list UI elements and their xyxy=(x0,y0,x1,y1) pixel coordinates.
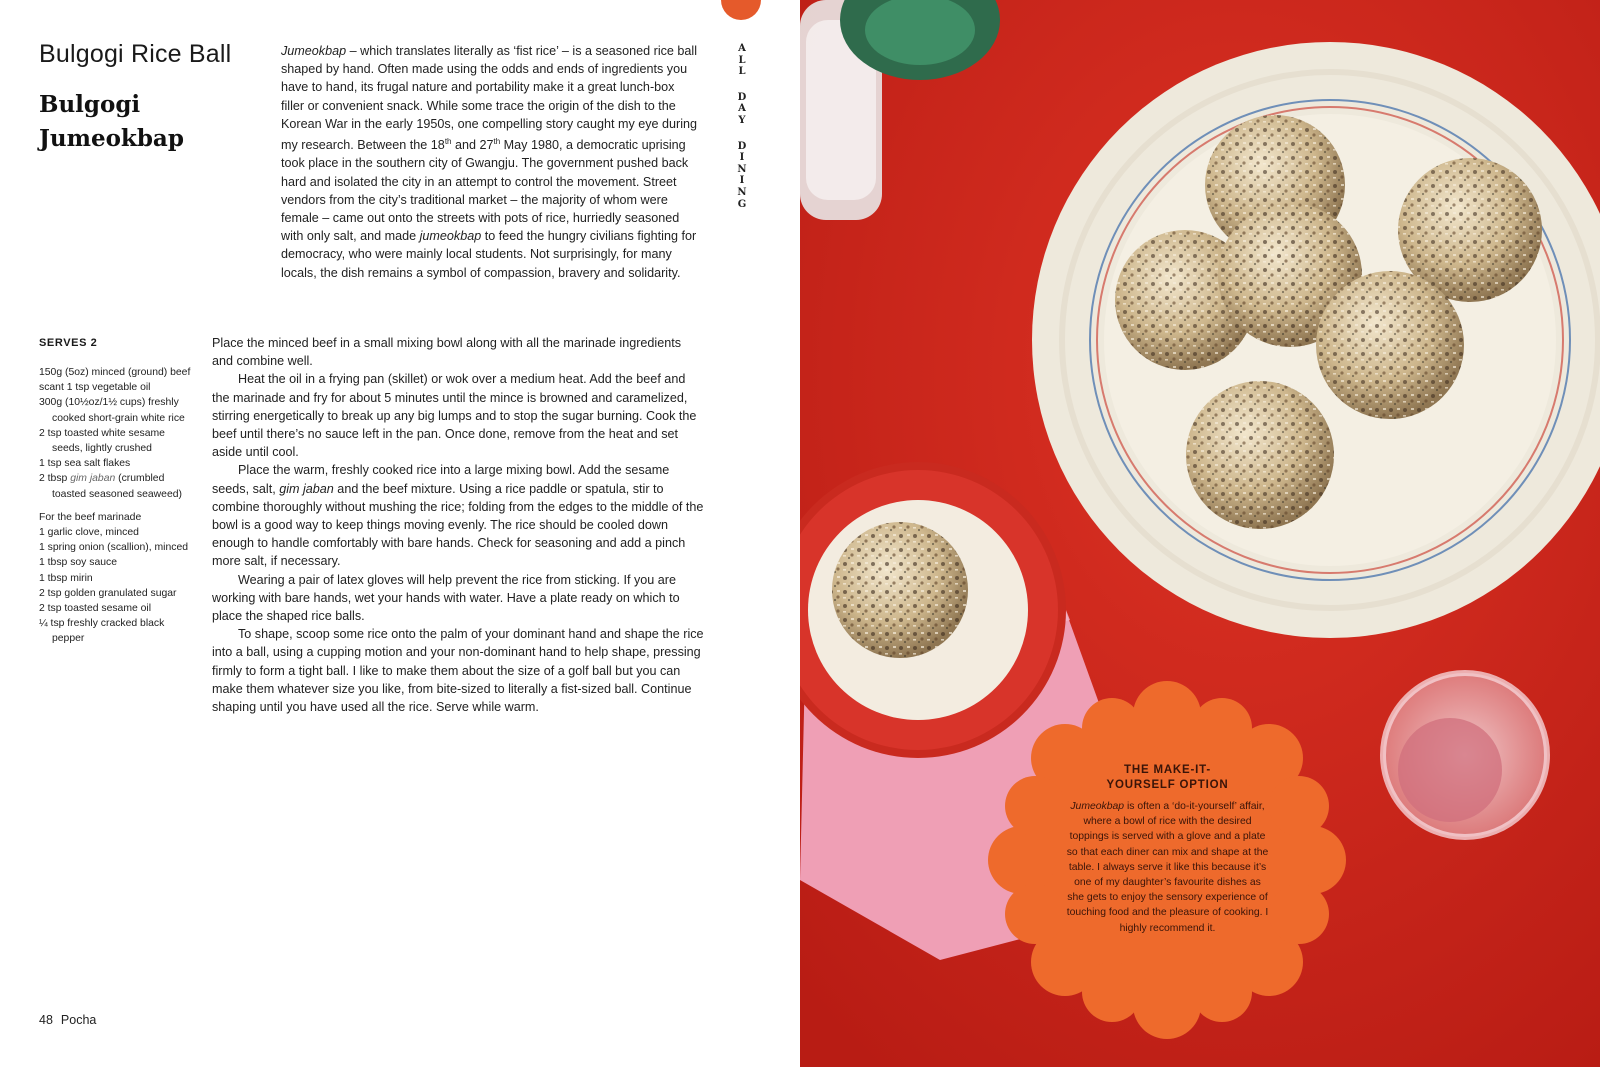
intro-text-2: and 27 xyxy=(451,138,494,153)
callout-text: is often a ‘do-it-yourself’ affair, where a bowl of rice with the desired toppings is served with a glove and a plate so that each diner can mix and shape at the table. I always serve it like this because it’s one of my daughter’s favourite dishes as she gets to enjoy the sensory experience of touching food and the pleasure of cooking. I highly recommend it. xyxy=(1066,801,1269,934)
ingredient-list xyxy=(39,365,194,647)
method-step-5: To shape, scoop some rice onto the palm of your dominant hand and shape the rice into a ball, using a cupping motion and your non-dominant hand to help shape, pressing firmly to form a tight ball. I like to make them about the size of a golf ball but you can make them whatever size you like, from bite-sized to literally a fist-sized ball. Continue shaping until you have used all the rice. Serve while warm. xyxy=(212,627,704,715)
marinade-heading: For the beef marinade xyxy=(39,511,142,523)
method-step-4: Wearing a pair of latex gloves will help prevent the rice from sticking. If you are working with bare hands, wet your hands with water. Have a plate ready on which to place the shaped rice balls. xyxy=(212,572,680,624)
page-footer xyxy=(39,1013,96,1027)
intro-term-2: jumeokbap xyxy=(419,229,482,244)
ingredient-item: 300g (10½oz/1½ cups) freshly cooked short-grain white rice xyxy=(39,397,185,424)
make-it-yourself-callout xyxy=(1065,763,1270,936)
intro-text-1: – which translates literally as ‘fist rice’ – is a seasoned rice ball shaped by hand. Often made using the odds and ends of ingredients you have to hand, its frugal nature and portability make it a great lunch-box filler or convenient snack. While some trace the origin of the dish to the Korean War in the early 1950s, one compelling story caught my eye during my research. Between the 18 xyxy=(281,44,698,153)
ingredient-item: 150g (5oz) minced (ground) beef xyxy=(39,367,191,378)
section-word-2 xyxy=(736,141,748,211)
intro-sup-1: th xyxy=(444,137,452,147)
callout-title-line-2: YOURSELF OPTION xyxy=(1106,779,1229,791)
intro-sup-2: th xyxy=(493,137,501,147)
intro-term: Jumeokbap xyxy=(281,44,347,58)
method-step-1: Place the minced beef in a small mixing bowl along with all the marinade ingredients and combine well. xyxy=(212,336,682,369)
section-letter: L xyxy=(738,66,746,78)
step-3-term: gim jaban xyxy=(279,481,334,496)
callout-term: Jumeokbap xyxy=(1070,801,1125,812)
section-letter: I xyxy=(739,175,745,187)
marinade-item: 1 tbsp mirin xyxy=(39,572,93,584)
marinade-item: 1 garlic clove, minced xyxy=(39,527,139,539)
section-letter: D xyxy=(737,140,747,152)
method-step-2: Heat the oil in a frying pan (skillet) or wok over a medium heat. Add the beef and the marinade and fry for about 5 minutes until the mince is browned and caramelized, stirring energetically to break up any big lumps and to stop the sugar burning. Cook the beef until there’s no sauce left in the pan. Once done, remove from the heat and set aside until cool. xyxy=(212,372,697,460)
method-step-3 xyxy=(212,461,704,570)
callout-title xyxy=(1065,763,1270,793)
book-title: Pocha xyxy=(60,1013,97,1027)
section-word-1 xyxy=(736,92,748,127)
section-letter: Y xyxy=(738,114,746,126)
section-label xyxy=(736,43,748,224)
pink-drink-glass xyxy=(1383,673,1547,837)
marinade-item: 1 spring onion (scallion), minced xyxy=(39,542,189,554)
recipe-korean-title: Bulgogi Jumeokbap xyxy=(39,91,184,152)
ingredient-item: 2 tsp toasted white sesame seeds, lightly crushed xyxy=(39,427,165,455)
section-letter: D xyxy=(737,91,747,103)
method-steps xyxy=(212,334,704,716)
section-tab-dot-icon xyxy=(721,0,761,20)
marinade-item: ¼ tsp freshly cracked black pepper xyxy=(39,618,165,645)
step-3-text-b: and the beef mixture. Using a rice paddle or spatula, stir to combine thoroughly without mushing the rice; folding from the edges to the middle of the bowl is a good way to keep things moving evenly. The rice should be cooled down enough to handle comfortably with bare hands. Check for seasoning and add a pinch more salt, if necessary. xyxy=(212,481,704,569)
section-word-0 xyxy=(736,43,748,78)
serves-heading: SERVES 2 xyxy=(39,337,98,349)
section-letter: I xyxy=(739,152,745,164)
recipe-title: Bulgogi Rice Ball xyxy=(39,40,232,68)
rice-balls-photo xyxy=(800,0,1600,1067)
callout-title-line-1: THE MAKE-IT- xyxy=(1124,764,1211,776)
section-letter: A xyxy=(738,103,746,115)
step-3-text-a: Place the warm, freshly cooked rice into a large mixing bowl. Add the sesame seeds, salt, xyxy=(212,463,670,496)
ingredient-item: scant 1 tsp vegetable oil xyxy=(39,382,151,394)
ingredient-item-gim xyxy=(39,471,194,501)
intro-text-4: to feed the hungry civilians fighting for democracy, who were mainly local students. Not surprisingly, for many locals, the dish remains a symbol of compassion, bravery and solidarity. xyxy=(281,229,697,280)
recipe-intro xyxy=(281,42,701,282)
section-letter: N xyxy=(737,186,747,198)
intro-text-3: May 1980, a democratic uprising took place in the southern city of Gwangju. The government pushed back hard and isolated the city in an attempt to control the movement. Street vendors from the city’s traditional market – the majority of whom were female – came out onto the streets with pots of rice, hurriedly seasoned with only salt, and made xyxy=(281,138,689,244)
section-letter: G xyxy=(737,198,747,210)
callout-body xyxy=(1065,799,1270,936)
section-letter: A xyxy=(738,43,746,54)
gim-amount: 2 tbsp xyxy=(39,473,71,485)
gim-term: gim jaban xyxy=(70,473,116,485)
marinade-item: 2 tsp golden granulated sugar xyxy=(39,587,177,599)
marinade-item: 1 tbsp soy sauce xyxy=(39,557,117,569)
marinade-item: 2 tsp toasted sesame oil xyxy=(39,603,152,615)
ingredient-item: 1 tsp sea salt flakes xyxy=(39,458,131,470)
gim-desc: (crumbled toasted seasoned seaweed) xyxy=(52,473,182,500)
page-number: 48 xyxy=(39,1013,53,1027)
section-letter: L xyxy=(738,54,746,66)
section-letter: N xyxy=(737,163,747,175)
